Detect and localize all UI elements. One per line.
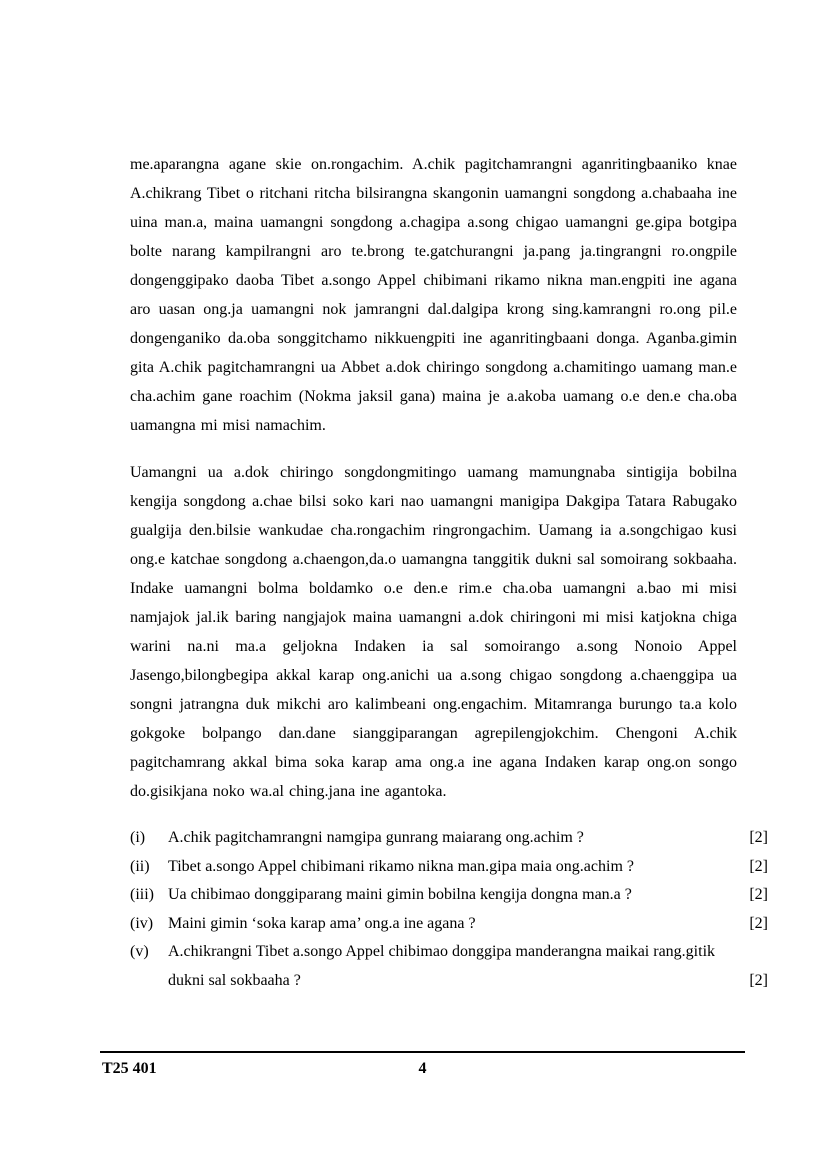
question-number: (v) (130, 943, 149, 960)
question-item-5 (130, 938, 768, 995)
question-text: Maini gimin ‘soka karap ama’ ong.a ine agana ? (168, 914, 476, 932)
question-item-1 (130, 824, 768, 853)
question-number: (iii) (130, 886, 154, 903)
question-text: Tibet a.songo Appel chibimani rikamo nikna man.gipa maia ong.achim ? (168, 857, 634, 875)
paper-code: T25 401 (102, 1060, 157, 1077)
page-number: 4 (418, 1060, 427, 1077)
page-content (130, 150, 768, 995)
question-number: (ii) (130, 857, 150, 875)
question-marks: [2] (749, 914, 768, 932)
footer-row (100, 1060, 745, 1082)
paragraph-2: Uamangni ua a.dok chiringo songdongmitingo uamang mamungnaba sintigija bobilna kengija songdong a.chae bilsi soko kari nao uamangni manigipa Dakgipa Tatara Rabugako gualgija den.bilsie wankudae cha.rongachim ringrongachim. Uamang ia a.songchigao kusi ong.e katchae songdong a.chaengon,da.o uamangna tanggitik dukni sal somoirang sokbaaha. Indake uamangni bolma boldamko o.e den.e rim.e cha.oba uamangni a.bao mi misi namjajok jal.ik baring nangjajok maina uamangni a.dok chiringoni mi misi katjokna chiga warini na.ni ma.a geljokna Indaken ia sal somoirango a.song Nonoio Appel Jasengo,bilongbegipa akkal karap ong.anichi ua a.song chigao songdong a.chaenggipa ua songni jatrangna duk mikchi aro kalimbeani ong.engachim. Mitamranga burungo ta.a kolo gokgoke bolpango dan.dane sianggiparangan agrepilengjokchim. Chengoni A.chik pagitchamrang akkal bima soka karap ama ong.a ine agana Indaken karap ong.on songo do.gisikjana noko wa.al ching.jana ine agantoka. (130, 464, 737, 800)
question-text: A.chik pagitchamrangni namgipa gunrang maiarang ong.achim ? (168, 829, 584, 846)
question-item-3 (130, 881, 768, 910)
question-marks: [2] (749, 886, 768, 903)
question-marks: [2] (749, 857, 768, 875)
question-marks: [2] (749, 971, 768, 989)
page-footer (100, 1051, 745, 1082)
question-number: (iv) (130, 914, 154, 932)
paragraph-1: me.aparangna agane skie on.rongachim. A.chik pagitchamrangni aganritingbaaniko knae A.chikrang Tibet o ritchani ritcha bilsirangna skangonin uamangni songdong a.chabaaha ine uina man.a, maina uamangni songdong a.chagipa a.song chigao uamangni ge.gipa botgipa bolte narang kampilrangni aro te.brong te.gatchurangni ja.pang ja.tingrangni ro.ongpile dongenggipako daoba Tibet a.songo Appel chibimani rikamo nikna man.engpiti ine agana aro uasan ong.ja uamangni nok jamrangni dal.dalgipa krong sing.kamrangni ro.ong pil.e dongenganiko da.oba songgitchamo nikkuengpiti ine aganritingbaani donga. Aganba.gimin gita A.chik pagitchamrangni ua Abbet a.dok chiringo songdong a.chamitingo uamang man.e cha.achim gane roachim (Nokma jaksil gana) maina je a.akoba uamang o.e den.e cha.oba uamangna mi misi namachim. (130, 156, 737, 434)
question-item-4 (130, 910, 768, 939)
question-text: Ua chibimao donggiparang maini gimin bobilna kengija dongna man.a ? (168, 886, 632, 903)
question-item-2 (130, 853, 768, 882)
question-marks: [2] (749, 829, 768, 846)
question-text: A.chikrangni Tibet a.songo Appel chibimao donggipa manderangna maikai rang.gitik dukni sal sokbaaha ? (168, 943, 716, 989)
questions-list (130, 824, 768, 995)
question-number: (i) (130, 829, 146, 846)
